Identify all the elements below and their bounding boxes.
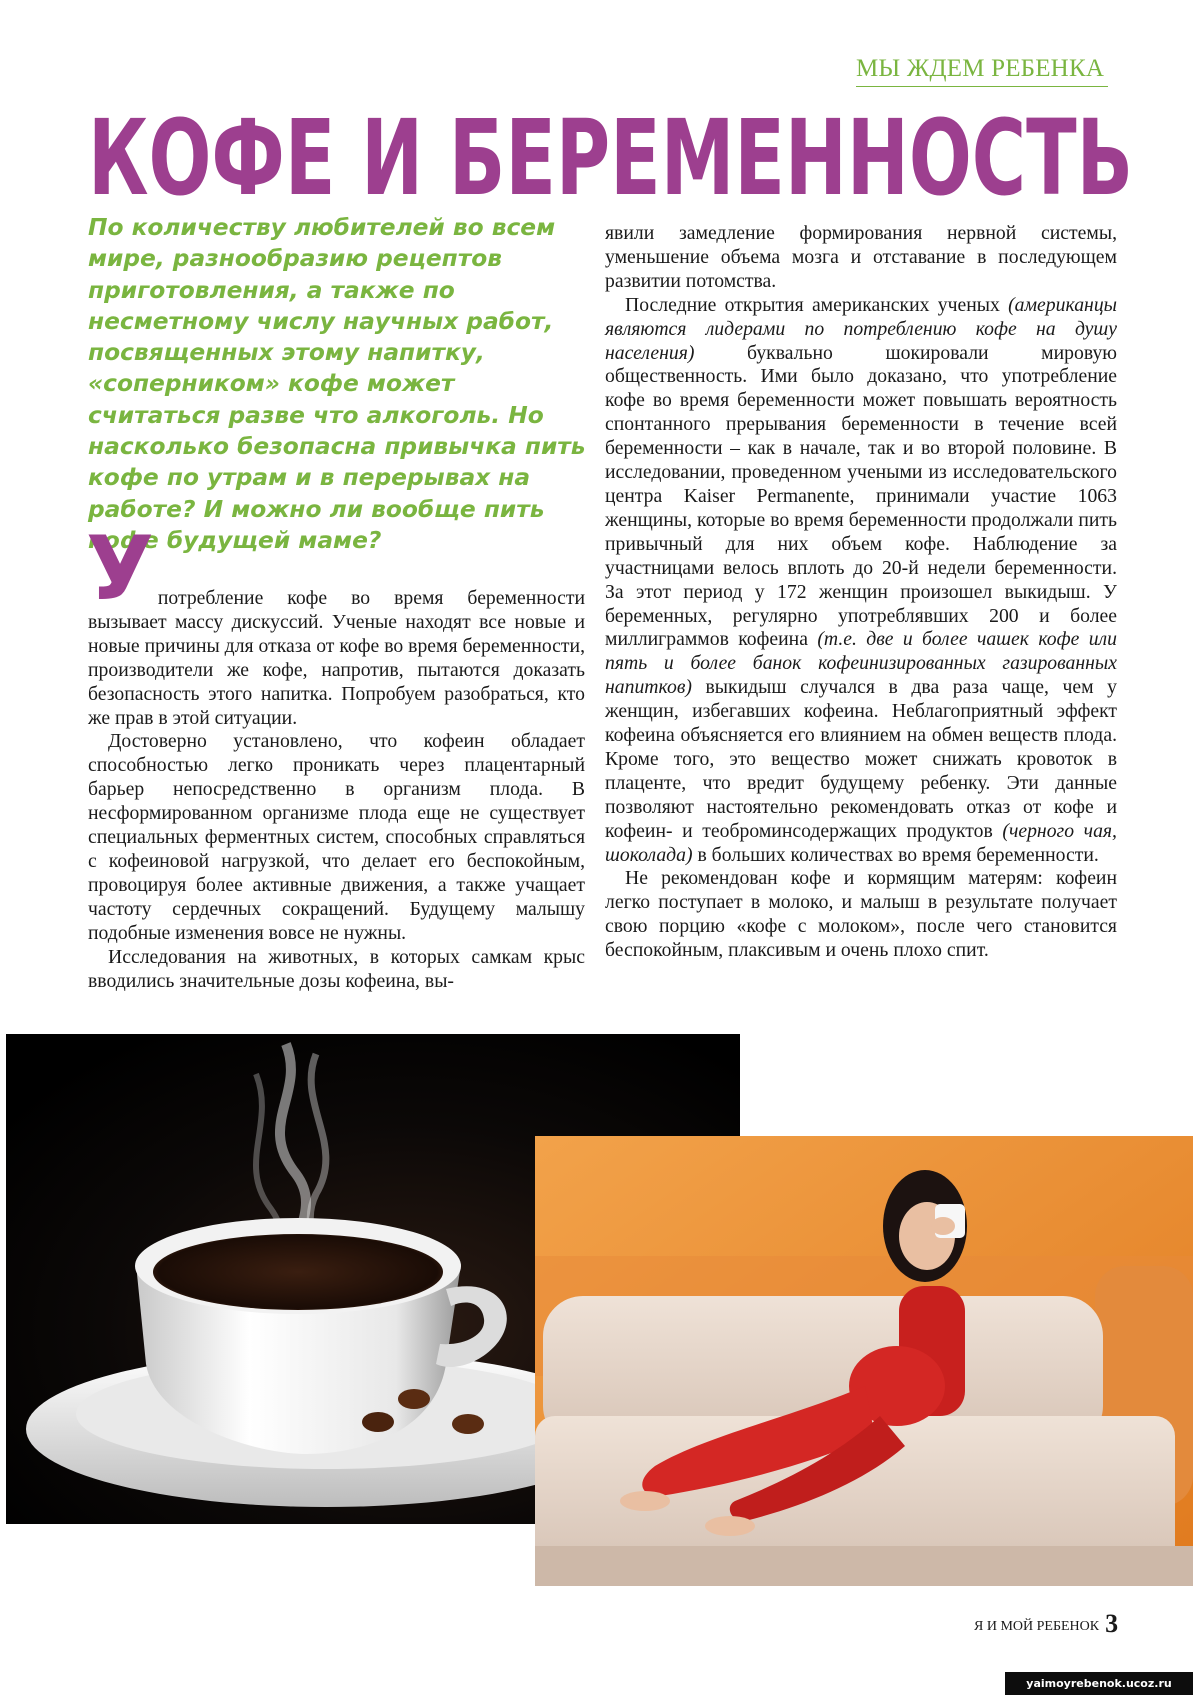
watermark: yaimoyrebenok.ucoz.ru	[1005, 1672, 1193, 1695]
pregnant-woman-photo	[535, 1136, 1193, 1586]
section-label: МЫ ЖДЕМ РЕБЕНКА	[856, 55, 1108, 87]
drop-cap: У	[86, 517, 154, 620]
page-title	[88, 104, 1148, 214]
article-column-1	[86, 517, 585, 993]
article-paragraph: Не рекомендован кофе и кормящим матерям: кофеин легко поступает в молоко, и малыш в результате получает свою порцию «кофе с молоком», после чего становится беспокойным, плаксивым и очень плохо спит.	[605, 867, 1117, 962]
page-footer	[974, 1609, 1118, 1639]
article-column-2	[605, 222, 1117, 963]
page-title-text: КОФЕ И БЕРЕМЕННОСТЬ	[88, 104, 1133, 214]
page-number: 3	[1105, 1609, 1119, 1638]
article-paragraph: Исследования на животных, в которых самкам крыс вводились значительные дозы кофеина, вы-	[88, 945, 585, 992]
magazine-name: Я И МОЙ РЕБЕНОК	[974, 1619, 1100, 1634]
article-paragraph: явили замедление формирования нервной системы, уменьшение объема мозга и отставание в последующем развитии потомства.	[605, 222, 1117, 292]
lead-paragraph: По количеству любителей во всем мире, разнообразию рецептов приготовления, а также по несметному числу научных работ, посвященных этому напитку, «соперником» кофе может считаться разве что алкоголь. Но насколько безопасна привычка пить кофе по утрам и в перерывах на работе? И можно ли вообще пить кофе будущей маме?	[88, 214, 586, 554]
article-paragraph: Последние открытия американских ученых (американцы являются лидерами по потреблению кофе на душу населения) буквально шокировали мировую общественность. Ими было доказано, что употребление кофе во время беременности может повышать вероятность спонтанного прерывания беременности в течение всей беременности – как в начале, так и во второй половине. В исследовании, проведенном учеными из исследовательского центра Kaiser Permanente, принимали участие 1063 женщины, которые во время беременности продолжали пить привычный для них объем кофе. Наблюдение за участницами велось вплоть до 20-й недели беременности. За этот период у 172 женщин произошел выкидыш. У беременных, регулярно употреблявших 200 и более миллиграммов кофеина (т.е. две и более чашек кофе или пять и более банок кофеинизированных газированных напитков) выкидыш случался в два раза чаще, чем у женщин, избегавших кофеина. Неблагоприятный эффект кофеина объясняется его влиянием на обмен веществ плода. Кроме того, это вещество может снижать кровоток в плаценте, что вредит будущему ребенку. Эти данные позволяют настоятельно рекомендовать отказ от кофе и кофеин- и теоброминсодержащих продуктов (черного чая, шоколада) в больших количествах во время беременности.	[605, 293, 1117, 866]
article-paragraph: Достоверно установлено, что кофеин обладает способностью легко проникать через плацентарный барьер непосредственно в организм плода. В несформированном организме плода еще не существует специальных ферментных систем, способных справляться с кофеиновой нагрузкой, что делает его беспокойным, провоцируя более активные движения, а также учащает частоту сердечных сокращений. Будущему малышу подобные изменения вовсе не нужны.	[88, 730, 585, 944]
article-paragraph: потребление кофе во время беременности вызывает массу дискуссий. Ученые находят все новые и новые причины для отказа от кофе во время беременности, производители же кофе, напротив, пытаются доказать безопасность этого напитка. Попробуем разобраться, кто же прав в этой ситуации.	[88, 587, 585, 729]
page-title-graphic	[88, 104, 1148, 214]
